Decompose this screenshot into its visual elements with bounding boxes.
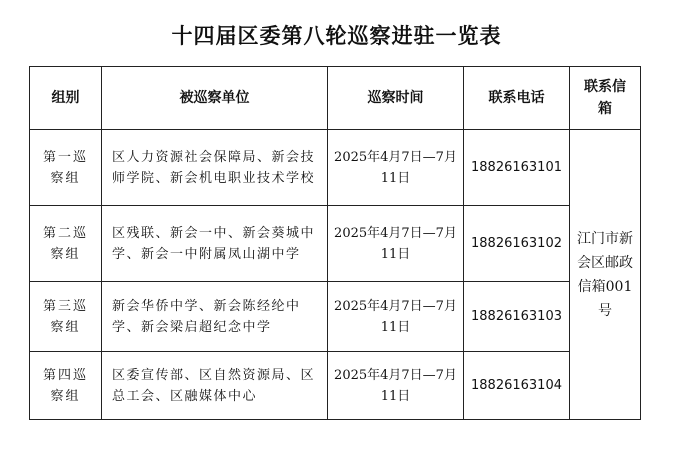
header-group: 组别: [30, 67, 102, 130]
time-cell: 2025年4月7日—7月11日: [328, 352, 464, 420]
header-phone: 联系电话: [464, 67, 570, 130]
phone-cell: 18826163101: [464, 130, 570, 206]
header-units: 被巡察单位: [102, 67, 328, 130]
mailbox-cell: 江门市新会区邮政信箱001号: [570, 130, 641, 420]
units-cell: 区残联、新会一中、新会葵城中学、新会一中附属凤山湖中学: [102, 206, 328, 282]
table-row: [30, 206, 641, 282]
table-row: [30, 130, 641, 206]
header-mailbox: 联系信箱: [570, 67, 641, 130]
inspection-table: [29, 66, 641, 420]
phone-cell: 18826163103: [464, 282, 570, 352]
table-header-row: [30, 67, 641, 130]
units-cell: 新会华侨中学、新会陈经纶中学、新会梁启超纪念中学: [102, 282, 328, 352]
group-cell: 第四巡察组: [30, 352, 102, 420]
group-cell: 第三巡察组: [30, 282, 102, 352]
units-cell: 区人力资源社会保障局、新会技师学院、新会机电职业技术学校: [102, 130, 328, 206]
group-cell: 第一巡察组: [30, 130, 102, 206]
page-title: 十四届区委第八轮巡察进驻一览表: [171, 23, 502, 48]
phone-cell: 18826163104: [464, 352, 570, 420]
header-time: 巡察时间: [328, 67, 464, 130]
phone-cell: 18826163102: [464, 206, 570, 282]
time-cell: 2025年4月7日—7月11日: [328, 206, 464, 282]
units-cell: 区委宣传部、区自然资源局、区总工会、区融媒体中心: [102, 352, 328, 420]
time-cell: 2025年4月7日—7月11日: [328, 130, 464, 206]
table-row: [30, 352, 641, 420]
time-cell: 2025年4月7日—7月11日: [328, 282, 464, 352]
group-cell: 第二巡察组: [30, 206, 102, 282]
table-row: [30, 282, 641, 352]
